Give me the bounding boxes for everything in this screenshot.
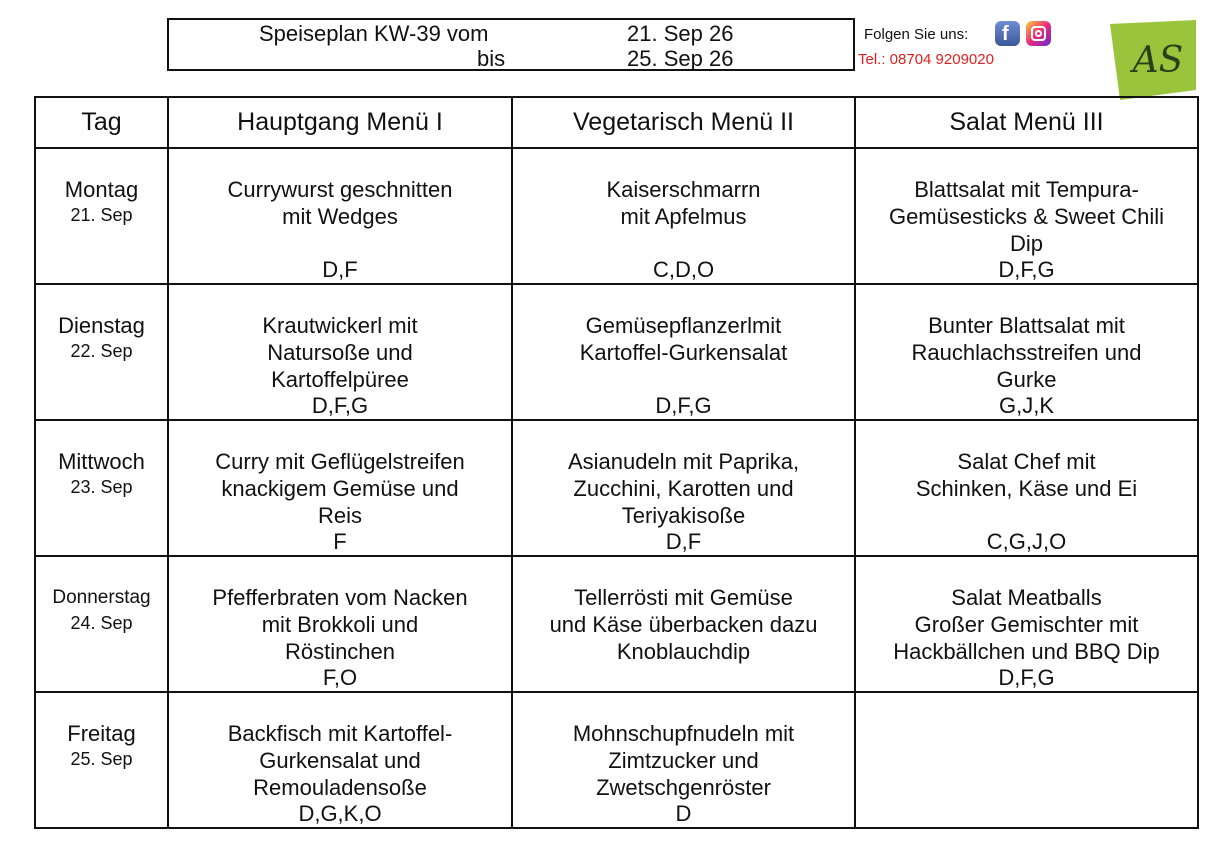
- allergen-codes: D,F: [322, 257, 358, 282]
- salad-dish-cell: [855, 148, 1198, 284]
- dish-line: Zimtzucker und: [608, 748, 759, 773]
- dish-description: [513, 149, 854, 230]
- menu-header-row: [35, 97, 1198, 148]
- dish-line: Gurkensalat und: [259, 748, 421, 773]
- allergen-codes: D,F: [665, 529, 702, 554]
- salad-dish-cell: [855, 284, 1198, 420]
- main-dish-cell: [168, 556, 512, 692]
- allergen-codes: C,G,J,O: [986, 529, 1067, 554]
- instagram-icon[interactable]: [1026, 21, 1051, 46]
- dish-description: [856, 421, 1197, 502]
- vegetarian-dish-cell: [512, 692, 855, 828]
- day-date: 24. Sep: [70, 613, 133, 633]
- day-name: Montag: [64, 177, 139, 202]
- day-cell: [35, 284, 168, 420]
- week-header-box: [167, 18, 855, 71]
- dish-description: [169, 285, 511, 393]
- day-name: Mittwoch: [58, 449, 145, 474]
- dish-line: mit Apfelmus: [620, 204, 747, 229]
- phone-number: Tel.: 08704 9209020: [858, 51, 994, 68]
- week-start-date: 21. Sep 26: [627, 21, 734, 46]
- dish-description: [513, 421, 854, 529]
- day-name: Donnerstag: [52, 587, 151, 608]
- dish-line: und Käse überbacken dazu: [549, 612, 818, 637]
- dish-line: Kaiserschmarrn: [606, 177, 761, 202]
- allergen-codes: C,D,O: [652, 257, 715, 282]
- vegetarian-dish-cell: [512, 420, 855, 556]
- dish-line: Blattsalat mit Tempura-: [914, 177, 1139, 202]
- salad-dish-cell: [855, 692, 1198, 828]
- dish-line: Schinken, Käse und Ei: [915, 476, 1138, 501]
- main-dish-cell: [168, 692, 512, 828]
- dish-line: Zucchini, Karotten und: [573, 476, 794, 501]
- dish-description: [856, 149, 1197, 257]
- dish-description: [856, 693, 1197, 720]
- menu-row: [35, 420, 1198, 556]
- day-cell: [35, 420, 168, 556]
- allergen-codes: D,G,K,O: [298, 801, 382, 826]
- allergen-codes: D,F,G: [998, 257, 1055, 282]
- dish-description: [169, 421, 511, 529]
- dish-description: [513, 285, 854, 366]
- salad-dish-cell: [855, 556, 1198, 692]
- dish-line: Asianudeln mit Paprika,: [567, 449, 800, 474]
- column-header-main: Hauptgang Menü I: [168, 97, 512, 148]
- dish-line: mit Wedges: [282, 204, 398, 229]
- column-header-vegetarian: Vegetarisch Menü II: [512, 97, 855, 148]
- dish-line: Remouladensoße: [253, 775, 427, 800]
- salad-dish-cell: [855, 420, 1198, 556]
- week-end-date: 25. Sep 26: [627, 46, 734, 71]
- dish-description: [169, 149, 511, 230]
- dish-line: Kartoffel-Gurkensalat: [579, 340, 788, 365]
- dish-line: Rauchlachsstreifen und: [911, 340, 1142, 365]
- day-date: 23. Sep: [70, 477, 133, 497]
- dish-line: Salat Chef mit: [957, 449, 1096, 474]
- dish-line: mit Brokkoli und: [261, 612, 419, 637]
- day-name: Freitag: [67, 721, 136, 746]
- dish-line: Gurke: [996, 367, 1057, 392]
- dish-line: Krautwickerl mit: [262, 313, 418, 338]
- allergen-codes: F: [333, 529, 347, 554]
- week-title: Speiseplan KW-39 vom: [259, 21, 489, 46]
- menu-row: [35, 692, 1198, 828]
- main-dish-cell: [168, 420, 512, 556]
- menu-table: [34, 96, 1199, 829]
- dish-line: Natursoße und: [267, 340, 413, 365]
- dish-description: [513, 557, 854, 665]
- dish-line: Gemüsesticks & Sweet Chili: [888, 204, 1165, 229]
- dish-line: Pfefferbraten vom Nacken: [212, 585, 468, 610]
- allergen-codes: F,O: [322, 665, 358, 690]
- dish-line: Curry mit Geflügelstreifen: [215, 449, 465, 474]
- dish-line: Dip: [1009, 231, 1043, 256]
- dish-line: Zwetschgenröster: [596, 775, 771, 800]
- dish-line: Mohnschupfnudeln mit: [572, 721, 795, 746]
- dish-line: Tellerrösti mit Gemüse: [574, 585, 793, 610]
- dish-description: [169, 557, 511, 665]
- dish-line: Röstinchen: [284, 639, 396, 664]
- day-date: 21. Sep: [70, 205, 133, 225]
- vegetarian-dish-cell: [512, 556, 855, 692]
- allergen-codes: G,J,K: [998, 393, 1054, 418]
- dish-line: Teriyakisoße: [621, 503, 746, 528]
- day-cell: [35, 692, 168, 828]
- day-cell: [35, 148, 168, 284]
- main-dish-cell: [168, 284, 512, 420]
- dish-description: [169, 693, 511, 801]
- day-cell: [35, 556, 168, 692]
- column-header-day: Tag: [35, 97, 168, 148]
- logo-lettering: AS: [1132, 40, 1184, 81]
- allergen-codes: D,F,G: [311, 393, 369, 418]
- dish-line: Hackbällchen und BBQ Dip: [893, 639, 1160, 664]
- menu-row: [35, 556, 1198, 692]
- vegetarian-dish-cell: [512, 284, 855, 420]
- dish-line: knackigem Gemüse und: [221, 476, 459, 501]
- dish-line: Großer Gemischter mit: [914, 612, 1139, 637]
- dish-description: [513, 693, 854, 801]
- column-header-salad: Salat Menü III: [855, 97, 1198, 148]
- follow-us-label: Folgen Sie uns:: [864, 26, 969, 43]
- allergen-codes: D,F,G: [998, 665, 1055, 690]
- dish-description: [856, 285, 1197, 393]
- vegetarian-dish-cell: [512, 148, 855, 284]
- dish-line: Backfisch mit Kartoffel-: [227, 721, 453, 746]
- day-name: Dienstag: [58, 313, 145, 338]
- dish-line: Kartoffelpüree: [271, 367, 409, 392]
- dish-line: Reis: [317, 503, 362, 528]
- dish-line: Gemüsepflanzerlmit: [585, 313, 782, 338]
- main-dish-cell: [168, 148, 512, 284]
- dish-line: Salat Meatballs: [951, 585, 1102, 610]
- dish-line: Knoblauchdip: [616, 639, 751, 664]
- day-date: 22. Sep: [70, 341, 133, 361]
- allergen-codes: D,F,G: [655, 393, 712, 418]
- dish-line: Currywurst geschnitten: [227, 177, 453, 202]
- allergen-codes: D: [675, 801, 692, 826]
- facebook-icon[interactable]: f: [995, 21, 1020, 46]
- menu-row: [35, 148, 1198, 284]
- dish-line: Bunter Blattsalat mit: [928, 313, 1125, 338]
- day-date: 25. Sep: [70, 749, 133, 769]
- dish-description: [856, 557, 1197, 665]
- company-logo: [1110, 20, 1196, 100]
- menu-row: [35, 284, 1198, 420]
- week-until-label: bis: [477, 46, 506, 71]
